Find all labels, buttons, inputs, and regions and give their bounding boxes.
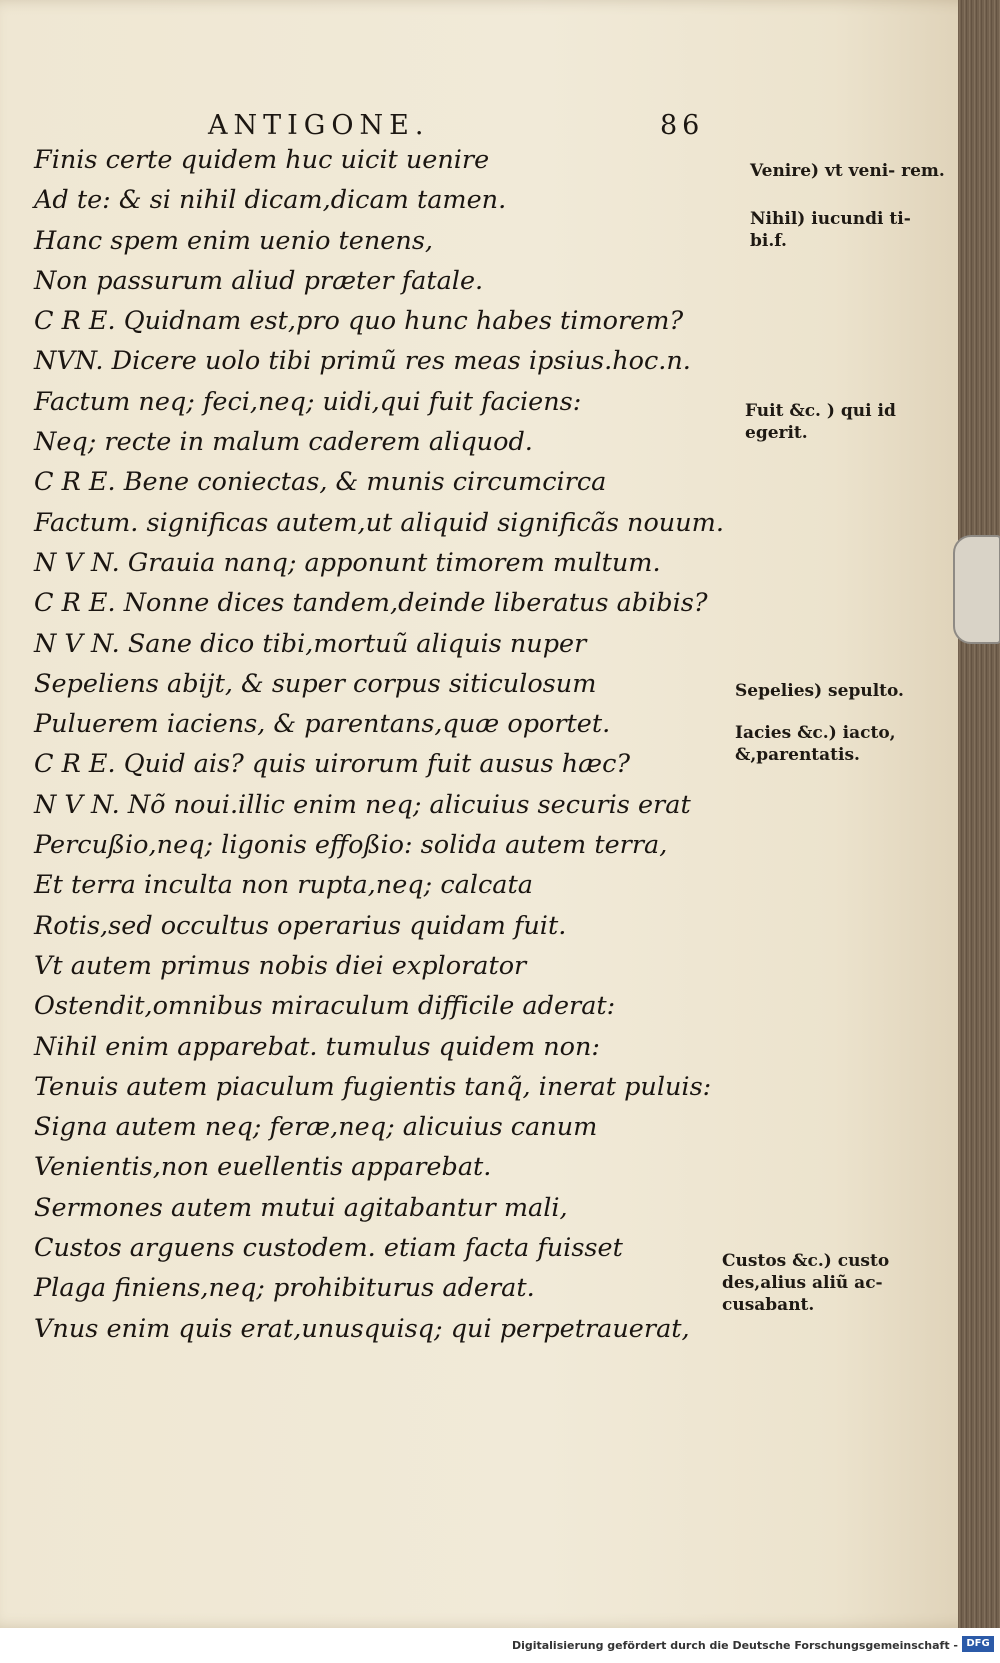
page-clip — [953, 535, 1000, 644]
margin-note: Custos &c.) custo des,alius aliũ ac- cusabant. — [722, 1251, 890, 1315]
verse-line: C R E. Nonne dices tandem,deinde liberatus abibis? — [34, 588, 708, 619]
verse-line: Non passurum aliud præter fatale. — [34, 265, 484, 296]
verse-line: Vt autem primus nobis diei explorator — [34, 950, 527, 981]
margin-note: Iacies &c.) iacto, &,parentatis. — [735, 723, 896, 765]
verse-line: Sepeliens abijt, & super corpus siticulosum — [34, 668, 597, 699]
verse-line: NVN. Dicere uolo tibi primũ res meas ipsius.hoc.n. — [34, 346, 691, 377]
verse-line: Neq; recte in malum caderem aliquod. — [34, 427, 533, 458]
margin-note: Venire) vt veni- rem. — [750, 161, 945, 181]
digitization-footer — [0, 1628, 1000, 1663]
verse-line: C R E. Quidnam est,pro quo hunc habes timorem? — [34, 306, 684, 337]
verse-line: Rotis,sed occultus operarius quidam fuit. — [34, 910, 567, 941]
page-number: 86 — [660, 110, 705, 141]
verse-line: Nihil enim apparebat. tumulus quidem non: — [34, 1031, 601, 1062]
verse-line: C R E. Quid ais? quis uirorum fuit ausus hæc? — [34, 749, 631, 780]
verse-line: N V N. Grauia nanq; apponunt timorem multum. — [34, 547, 661, 578]
verse-line: Ostendit,omnibus miraculum difficile aderat: — [34, 991, 616, 1022]
verse-line: Venientis,non euellentis apparebat. — [34, 1152, 492, 1183]
verse-line: Signa autem neq; feræ,neq; alicuius canum — [34, 1112, 598, 1143]
book-page-edges — [958, 0, 1000, 1628]
verse-text-block — [34, 140, 744, 1349]
dfg-logo-icon: DFG — [962, 1636, 994, 1652]
margin-note: Fuit &c. ) qui id egerit. — [745, 401, 896, 443]
verse-line: Hanc spem enim uenio tenens, — [34, 225, 434, 256]
verse-line: Plaga finiens,neq; prohibiturus aderat. — [34, 1273, 535, 1304]
verse-line: N V N. Nõ noui.illic enim neq; alicuius securis erat — [34, 789, 691, 820]
verse-line: Puluerem iaciens, & parentans,quæ oportet. — [34, 709, 611, 740]
verse-line: Finis certe quidem huc uicit uenire — [34, 145, 490, 175]
verse-line: Et terra inculta non rupta,neq; calcata — [34, 870, 533, 901]
verse-line: Tenuis autem piaculum fugientis tanq̃, inerat puluis: — [34, 1071, 712, 1102]
verse-line: N V N. Sane dico tibi,mortuũ aliquis nuper — [34, 628, 587, 659]
verse-line: Ad te: & si nihil dicam,dicam tamen. — [34, 185, 507, 216]
margin-note: Sepelies) sepulto. — [735, 681, 904, 701]
verse-line: Percußio,neq; ligonis effoßio: solida autem terra, — [34, 830, 668, 861]
verse-line: Custos arguens custodem. etiam facta fuisset — [34, 1233, 623, 1264]
verse-line: C R E. Bene coniectas, & munis circumcirca — [34, 467, 607, 498]
running-head: ANTIGONE. — [208, 110, 430, 141]
verse-line: Vnus enim quis erat,unusquisq; qui perpetrauerat, — [34, 1313, 690, 1344]
footer-credit: Digitalisierung gefördert durch die Deutsche Forschungsgemeinschaft - — [511, 1639, 958, 1652]
margin-note: Nihil) iucundi ti- bi.f. — [750, 209, 911, 251]
verse-line: Factum neq; feci,neq; uidi,qui fuit faciens: — [34, 386, 582, 417]
verse-line: Factum. significas autem,ut aliquid significãs nouum. — [34, 507, 724, 538]
verse-line: Sermones autem mutui agitabantur mali, — [34, 1192, 568, 1223]
